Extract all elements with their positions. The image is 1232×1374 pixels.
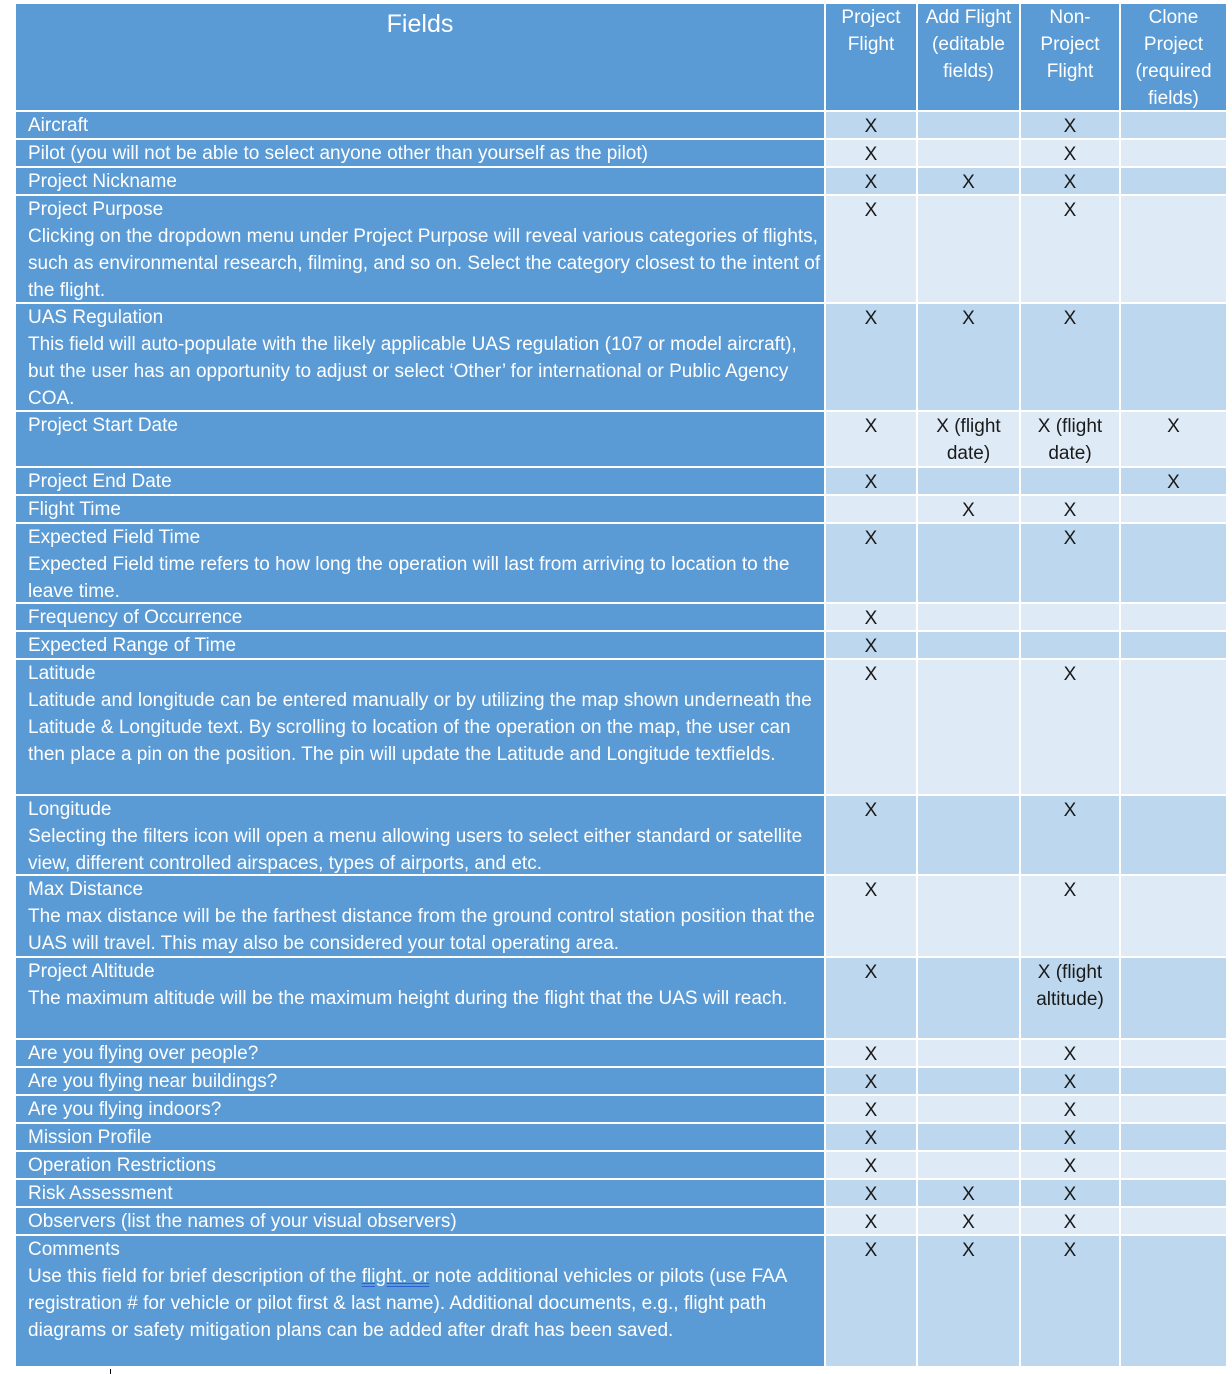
cell-clone-project: [1121, 304, 1226, 410]
field-title: Are you flying near buildings?: [28, 1071, 278, 1092]
table-row: [16, 468, 1226, 494]
cell-clone-project: [1121, 876, 1226, 956]
field-cell: [16, 1208, 824, 1234]
stray-mark: [110, 1369, 111, 1374]
field-description: Selecting the filters icon will open a menu allowing users to select either standard or satellite view, different controlled airspaces, types of airports, and etc.: [28, 826, 803, 874]
cell-project-flight: X: [826, 168, 916, 194]
field-title: Pilot (you will not be able to select anyone other than yourself as the pilot): [28, 143, 648, 164]
cell-non-project-flight: X: [1021, 660, 1119, 794]
cell-add-flight: [918, 468, 1019, 494]
field-cell: [16, 632, 824, 658]
cell-project-flight: X: [826, 1040, 916, 1066]
cell-clone-project: [1121, 112, 1226, 138]
column-header-clone-project: Clone Project (required fields): [1121, 4, 1226, 110]
cell-non-project-flight: X: [1021, 1068, 1119, 1094]
field-cell: [16, 168, 824, 194]
cell-non-project-flight: X: [1021, 1040, 1119, 1066]
cell-add-flight: X: [918, 1236, 1019, 1366]
field-cell: [16, 1180, 824, 1206]
field-description: Expected Field time refers to how long the operation will last from arriving to location to the leave time.: [28, 554, 790, 602]
cell-non-project-flight: X: [1021, 140, 1119, 166]
cell-clone-project: [1121, 958, 1226, 1038]
cell-clone-project: [1121, 660, 1226, 794]
field-cell: [16, 412, 824, 466]
cell-non-project-flight: X: [1021, 876, 1119, 956]
description-text: note additional vehicles or pilots (use FAA registration # for vehicle or pilot first & last name). Additional documents, e.g., flight path diagrams or safety mitigation plans can be added after draft has been saved.: [28, 1266, 787, 1341]
field-cell: [16, 796, 824, 874]
cell-non-project-flight: X: [1021, 1208, 1119, 1234]
field-cell: [16, 1068, 824, 1094]
field-title: Risk Assessment: [28, 1183, 173, 1204]
cell-add-flight: [918, 1040, 1019, 1066]
cell-non-project-flight: X: [1021, 496, 1119, 522]
cell-non-project-flight: X: [1021, 112, 1119, 138]
cell-project-flight: [826, 496, 916, 522]
table-row: [16, 1152, 1226, 1178]
table-row: [16, 958, 1226, 1038]
cell-project-flight: X: [826, 1068, 916, 1094]
field-cell: [16, 112, 824, 138]
cell-non-project-flight: X: [1021, 1096, 1119, 1122]
cell-project-flight: X: [826, 468, 916, 494]
field-description: The maximum altitude will be the maximum height during the flight that the UAS will reach.: [28, 988, 788, 1009]
field-cell: [16, 468, 824, 494]
cell-add-flight: [918, 796, 1019, 874]
field-title: UAS Regulation: [28, 307, 164, 328]
field-title: Comments: [28, 1239, 120, 1260]
field-title: Max Distance: [28, 879, 144, 900]
cell-add-flight: [918, 112, 1019, 138]
table-row: [16, 1208, 1226, 1234]
cell-project-flight: X: [826, 1152, 916, 1178]
table-row: [16, 660, 1226, 794]
field-title: Project Start Date: [28, 415, 178, 436]
cell-clone-project: [1121, 632, 1226, 658]
cell-clone-project: [1121, 1236, 1226, 1366]
cell-non-project-flight: X (flight altitude): [1021, 958, 1119, 1038]
cell-project-flight: X: [826, 524, 916, 602]
cell-project-flight: X: [826, 1180, 916, 1206]
field-description: This field will auto-populate with the likely applicable UAS regulation (107 or model aircraft), but the user has an opportunity to adjust or select ‘Other’ for international or Public Agency COA.: [28, 334, 797, 409]
table-row: [16, 168, 1226, 194]
cell-project-flight: X: [826, 660, 916, 794]
cell-non-project-flight: [1021, 468, 1119, 494]
field-title: Project Altitude: [28, 961, 155, 982]
cell-clone-project: [1121, 496, 1226, 522]
field-cell: [16, 1096, 824, 1122]
field-title: Are you flying indoors?: [28, 1099, 222, 1120]
table-row: [16, 140, 1226, 166]
cell-add-flight: [918, 632, 1019, 658]
field-cell: [16, 876, 824, 956]
field-description: Clicking on the dropdown menu under Project Purpose will reveal various categories of flights, such as environmental research, filming, and so on. Select the category closest to the intent of the flight.: [28, 226, 821, 301]
cell-project-flight: X: [826, 876, 916, 956]
fields-header: Fields: [16, 4, 824, 110]
field-title: Project End Date: [28, 471, 172, 492]
cell-add-flight: X: [918, 168, 1019, 194]
cell-clone-project: [1121, 1124, 1226, 1150]
cell-clone-project: [1121, 1152, 1226, 1178]
table-row: [16, 632, 1226, 658]
cell-non-project-flight: X: [1021, 1152, 1119, 1178]
field-description: Latitude and longitude can be entered manually or by utilizing the map shown underneath the Latitude & Longitude text. By scrolling to location of the operation on the map, the user can then place a pin on the position. The pin will update the Latitude and Longitude textfields.: [28, 690, 812, 765]
cell-non-project-flight: X: [1021, 196, 1119, 302]
field-title: Operation Restrictions: [28, 1155, 216, 1176]
cell-add-flight: [918, 140, 1019, 166]
field-cell: [16, 1040, 824, 1066]
cell-add-flight: [918, 524, 1019, 602]
field-cell: [16, 524, 824, 602]
field-cell: [16, 1236, 824, 1366]
cell-clone-project: [1121, 1180, 1226, 1206]
cell-clone-project: [1121, 796, 1226, 874]
table-row: [16, 524, 1226, 602]
cell-non-project-flight: X: [1021, 1180, 1119, 1206]
field-cell: [16, 1152, 824, 1178]
cell-non-project-flight: X: [1021, 1124, 1119, 1150]
table-row: [16, 604, 1226, 630]
cell-project-flight: X: [826, 1096, 916, 1122]
field-title: Expected Range of Time: [28, 635, 237, 656]
cell-non-project-flight: X: [1021, 304, 1119, 410]
cell-non-project-flight: [1021, 604, 1119, 630]
column-header-add-flight: Add Flight (editable fields): [918, 4, 1019, 110]
fields-comparison-table: [16, 4, 1226, 1368]
field-cell: [16, 1124, 824, 1150]
cell-clone-project: [1121, 1096, 1226, 1122]
cell-project-flight: X: [826, 304, 916, 410]
table-row: [16, 1124, 1226, 1150]
cell-clone-project: [1121, 604, 1226, 630]
table-row: [16, 196, 1226, 302]
field-title: Project Nickname: [28, 171, 177, 192]
table-row: [16, 1180, 1226, 1206]
field-title: Frequency of Occurrence: [28, 607, 243, 628]
field-cell: [16, 660, 824, 794]
field-title: Aircraft: [28, 115, 89, 136]
field-title: Latitude: [28, 663, 96, 684]
field-title: Expected Field Time: [28, 527, 201, 548]
cell-non-project-flight: X: [1021, 1236, 1119, 1366]
cell-add-flight: [918, 604, 1019, 630]
cell-project-flight: X: [826, 958, 916, 1038]
cell-add-flight: X: [918, 496, 1019, 522]
field-title: Observers (list the names of your visual observers): [28, 1211, 457, 1232]
cell-non-project-flight: X: [1021, 168, 1119, 194]
cell-add-flight: [918, 1096, 1019, 1122]
cell-non-project-flight: X (flight date): [1021, 412, 1119, 466]
cell-clone-project: X: [1121, 468, 1226, 494]
grammar-marked-text: flight. or: [361, 1266, 430, 1287]
cell-clone-project: [1121, 1068, 1226, 1094]
cell-non-project-flight: [1021, 632, 1119, 658]
cell-non-project-flight: X: [1021, 524, 1119, 602]
cell-add-flight: [918, 876, 1019, 956]
cell-add-flight: [918, 1152, 1019, 1178]
field-title: Longitude: [28, 799, 112, 820]
cell-add-flight: X (flight date): [918, 412, 1019, 466]
cell-add-flight: X: [918, 304, 1019, 410]
cell-add-flight: [918, 660, 1019, 794]
cell-project-flight: X: [826, 604, 916, 630]
table-row: [16, 876, 1226, 956]
field-title: Flight Time: [28, 499, 121, 520]
description-text: Use this field for brief description of the: [28, 1266, 362, 1287]
table-row: [16, 304, 1226, 410]
cell-clone-project: [1121, 196, 1226, 302]
cell-add-flight: [918, 958, 1019, 1038]
field-cell: [16, 958, 824, 1038]
table-row: [16, 412, 1226, 466]
field-cell: [16, 604, 824, 630]
cell-add-flight: [918, 1068, 1019, 1094]
cell-project-flight: X: [826, 140, 916, 166]
cell-project-flight: X: [826, 632, 916, 658]
column-header-non-project-flight: Non-Project Flight: [1021, 4, 1119, 110]
cell-non-project-flight: X: [1021, 796, 1119, 874]
cell-project-flight: X: [826, 796, 916, 874]
table-row: [16, 112, 1226, 138]
field-cell: [16, 140, 824, 166]
cell-project-flight: X: [826, 112, 916, 138]
table-header-row: [16, 4, 1226, 110]
cell-clone-project: [1121, 1208, 1226, 1234]
field-title: Project Purpose: [28, 199, 164, 220]
cell-project-flight: X: [826, 1236, 916, 1366]
cell-project-flight: X: [826, 1124, 916, 1150]
field-cell: [16, 496, 824, 522]
column-header-project-flight: Project Flight: [826, 4, 916, 110]
field-description: [28, 1263, 824, 1344]
cell-clone-project: X: [1121, 412, 1226, 466]
table-row: [16, 1096, 1226, 1122]
table-row: [16, 796, 1226, 874]
table-row: [16, 1068, 1226, 1094]
cell-project-flight: X: [826, 196, 916, 302]
cell-add-flight: [918, 196, 1019, 302]
field-title: Mission Profile: [28, 1127, 152, 1148]
cell-add-flight: X: [918, 1208, 1019, 1234]
cell-clone-project: [1121, 1040, 1226, 1066]
cell-add-flight: X: [918, 1180, 1019, 1206]
cell-clone-project: [1121, 140, 1226, 166]
field-title: Are you flying over people?: [28, 1043, 259, 1064]
cell-clone-project: [1121, 524, 1226, 602]
table-body: [16, 112, 1226, 1366]
field-description: The max distance will be the farthest distance from the ground control station position that the UAS will travel. This may also be considered your total operating area.: [28, 906, 815, 954]
cell-clone-project: [1121, 168, 1226, 194]
cell-add-flight: [918, 1124, 1019, 1150]
cell-project-flight: X: [826, 412, 916, 466]
field-cell: [16, 196, 824, 302]
table-row: [16, 496, 1226, 522]
field-cell: [16, 304, 824, 410]
table-row: [16, 1236, 1226, 1366]
cell-project-flight: X: [826, 1208, 916, 1234]
table-row: [16, 1040, 1226, 1066]
